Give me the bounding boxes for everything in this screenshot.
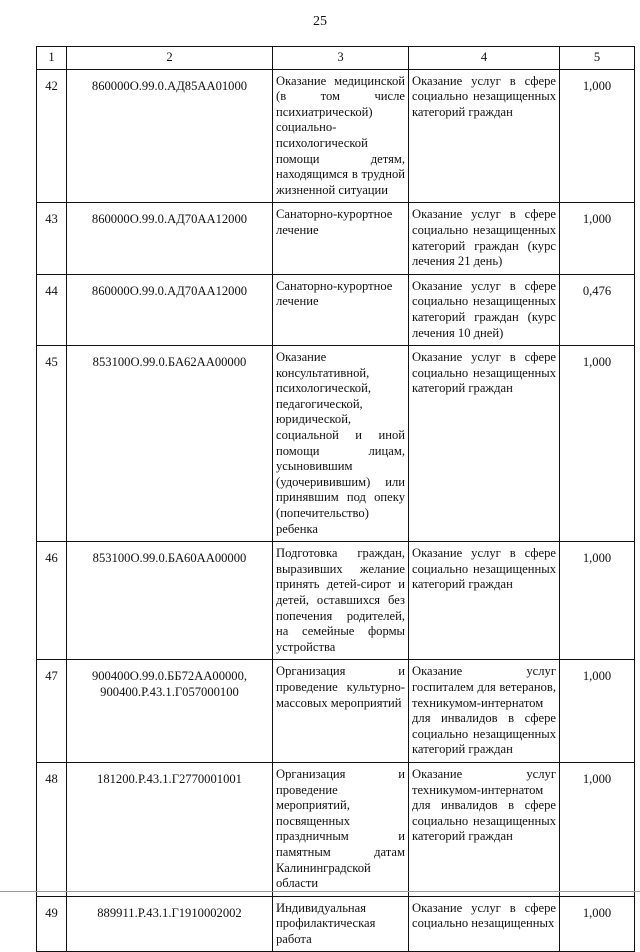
service-code: 853100О.99.0.БА60АА00000 bbox=[67, 542, 273, 660]
column-header: 2 bbox=[67, 47, 273, 70]
row-number: 46 bbox=[37, 542, 67, 660]
table-row bbox=[37, 274, 635, 345]
service-category: Оказание услуг в сфере социально незащищенных категорий граждан (курс лечения 10 дней) bbox=[409, 274, 560, 345]
services-table bbox=[36, 46, 635, 952]
column-header: 1 bbox=[37, 47, 67, 70]
service-name: Подготовка граждан, выразивших желание принять детей-сирот и детей, оставшихся без попечения родителей, на семейные формы устройства bbox=[273, 542, 409, 660]
coefficient-value: 0,476 bbox=[560, 274, 635, 345]
service-code: 860000О.99.0.АД70АА12000 bbox=[67, 274, 273, 345]
table-header-row bbox=[37, 47, 635, 70]
row-number: 48 bbox=[37, 762, 67, 896]
service-name: Оказание консультативной, психологической, педагогической, юридической, социальной и иной помощи лицам, усыновившим (удочеривившим) или принявшим под опеку (попечительство) ребенка bbox=[273, 346, 409, 542]
service-category: Оказание услуг госпиталем для ветеранов, техникумом-интернатом для инвалидов в сфере социально незащищенных категорий граждан bbox=[409, 660, 560, 763]
coefficient-value: 1,000 bbox=[560, 660, 635, 763]
service-category: Оказание услуг в сфере социально незащищенных категорий граждан bbox=[409, 346, 560, 542]
table-row bbox=[37, 69, 635, 203]
row-number: 45 bbox=[37, 346, 67, 542]
service-category: Оказание услуг в сфере социально незащищенных bbox=[409, 896, 560, 952]
row-number: 42 bbox=[37, 69, 67, 203]
coefficient-value: 1,000 bbox=[560, 542, 635, 660]
service-name: Организация и проведение мероприятий, посвященных праздничным и памятным датам Калининградской области bbox=[273, 762, 409, 896]
service-code: 853100О.99.0.БА62АА00000 bbox=[67, 346, 273, 542]
coefficient-value: 1,000 bbox=[560, 762, 635, 896]
row-number: 43 bbox=[37, 203, 67, 274]
table-row bbox=[37, 660, 635, 763]
service-code: 900400О.99.0.ББ72АА00000, 900400.Р.43.1.Г057000100 bbox=[67, 660, 273, 763]
row-number: 44 bbox=[37, 274, 67, 345]
coefficient-value: 1,000 bbox=[560, 203, 635, 274]
service-code: 889911.Р.43.1.Г1910002002 bbox=[67, 896, 273, 952]
service-category: Оказание услуг в сфере социально незащищенных категорий граждан bbox=[409, 69, 560, 203]
column-header: 4 bbox=[409, 47, 560, 70]
service-category: Оказание услуг в сфере социально незащищенных категорий граждан (курс лечения 21 день) bbox=[409, 203, 560, 274]
service-category: Оказание услуг техникумом-интернатом для инвалидов в сфере социально незащищенных категорий граждан bbox=[409, 762, 560, 896]
service-name: Оказание медицинской (в том числе психиатрической) социально-психологической помощи детям, находящимся в трудной жизненной ситуации bbox=[273, 69, 409, 203]
column-header: 3 bbox=[273, 47, 409, 70]
service-code: 181200.Р.43.1.Г2770001001 bbox=[67, 762, 273, 896]
table-row bbox=[37, 542, 635, 660]
row-number: 49 bbox=[37, 896, 67, 952]
service-code: 860000О.99.0.АД70АА12000 bbox=[67, 203, 273, 274]
row-number: 47 bbox=[37, 660, 67, 763]
page-number: 25 bbox=[313, 14, 327, 29]
coefficient-value: 1,000 bbox=[560, 896, 635, 952]
service-code: 860000О.99.0.АД85АА01000 bbox=[67, 69, 273, 203]
table-row bbox=[37, 762, 635, 896]
table-row bbox=[37, 346, 635, 542]
page-bottom-rule bbox=[0, 891, 640, 892]
service-name: Организация и проведение культурно-массовых мероприятий bbox=[273, 660, 409, 763]
service-category: Оказание услуг в сфере социально незащищенных категорий граждан bbox=[409, 542, 560, 660]
table-row bbox=[37, 203, 635, 274]
coefficient-value: 1,000 bbox=[560, 69, 635, 203]
coefficient-value: 1,000 bbox=[560, 346, 635, 542]
column-header: 5 bbox=[560, 47, 635, 70]
service-name: Санаторно-курортное лечение bbox=[273, 203, 409, 274]
service-name: Санаторно-курортное лечение bbox=[273, 274, 409, 345]
service-name: Индивидуальная профилактическая работа bbox=[273, 896, 409, 952]
